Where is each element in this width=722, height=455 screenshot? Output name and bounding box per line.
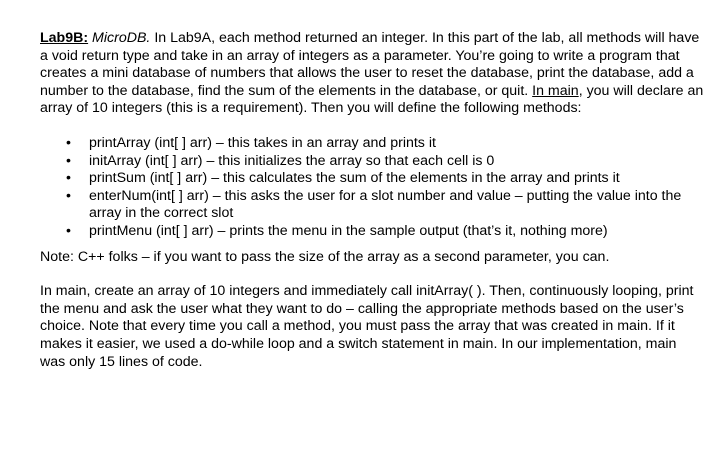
document-page bbox=[40, 30, 704, 371]
method-list bbox=[40, 135, 704, 241]
method-text: printMenu (int[ ] arr) – prints the menu in the sample output (that’s it, nothing more) bbox=[89, 222, 608, 239]
bullet-icon: • bbox=[66, 187, 71, 204]
bullet-icon: • bbox=[66, 222, 71, 239]
intro-text-1: In Lab9A, each method returned an integer. In this part of the lab, all methods will have a void return type and take in an array of integers as a parameter. You’re going to write a program that creates a mini database of numbers that allows the user to reset the database, print the database, add a number to the database, find the sum of the elements in the database, or quit. bbox=[40, 30, 700, 99]
in-main-underlined: In main bbox=[532, 82, 579, 99]
lab-label: Lab9B: bbox=[40, 30, 89, 46]
method-text: enterNum(int[ ] arr) – this asks the user for a slot number and value – putting the value into the array in the correct slot bbox=[89, 187, 682, 222]
intro-text-2: , you will declare an array of 10 integers (this is a requirement). Then you will define the following methods: bbox=[40, 82, 704, 117]
list-item bbox=[40, 223, 704, 241]
bullet-icon: • bbox=[66, 170, 71, 187]
list-item bbox=[40, 170, 704, 188]
note-paragraph: Note: C++ folks – if you want to pass the size of the array as a second parameter, you can. bbox=[40, 248, 610, 265]
intro-paragraph bbox=[40, 30, 704, 118]
list-item bbox=[40, 188, 704, 223]
bullet-icon: • bbox=[66, 134, 71, 151]
method-text: initArray (int[ ] arr) – this initializes the array so that each cell is 0 bbox=[89, 152, 495, 169]
list-item bbox=[40, 135, 704, 153]
method-text: printArray (int[ ] arr) – this takes in an array and prints it bbox=[89, 134, 436, 151]
main-paragraph: In main, create an array of 10 integers and immediately call initArray( ). Then, continuously looping, print the menu and ask the user what they want to do – calling the appropriate methods based on the user’s choice. Note that every time you call a method, you must pass the array that was created in main. If it makes it easier, we used a do-while loop and a switch statement in main. In our implementation, main was only 15 lines of code. bbox=[40, 283, 694, 370]
bullet-icon: • bbox=[66, 152, 71, 169]
list-item bbox=[40, 153, 704, 171]
method-text: printSum (int[ ] arr) – this calculates the sum of the elements in the array and prints it bbox=[89, 170, 620, 187]
lab-title: MicroDB. bbox=[92, 30, 151, 46]
